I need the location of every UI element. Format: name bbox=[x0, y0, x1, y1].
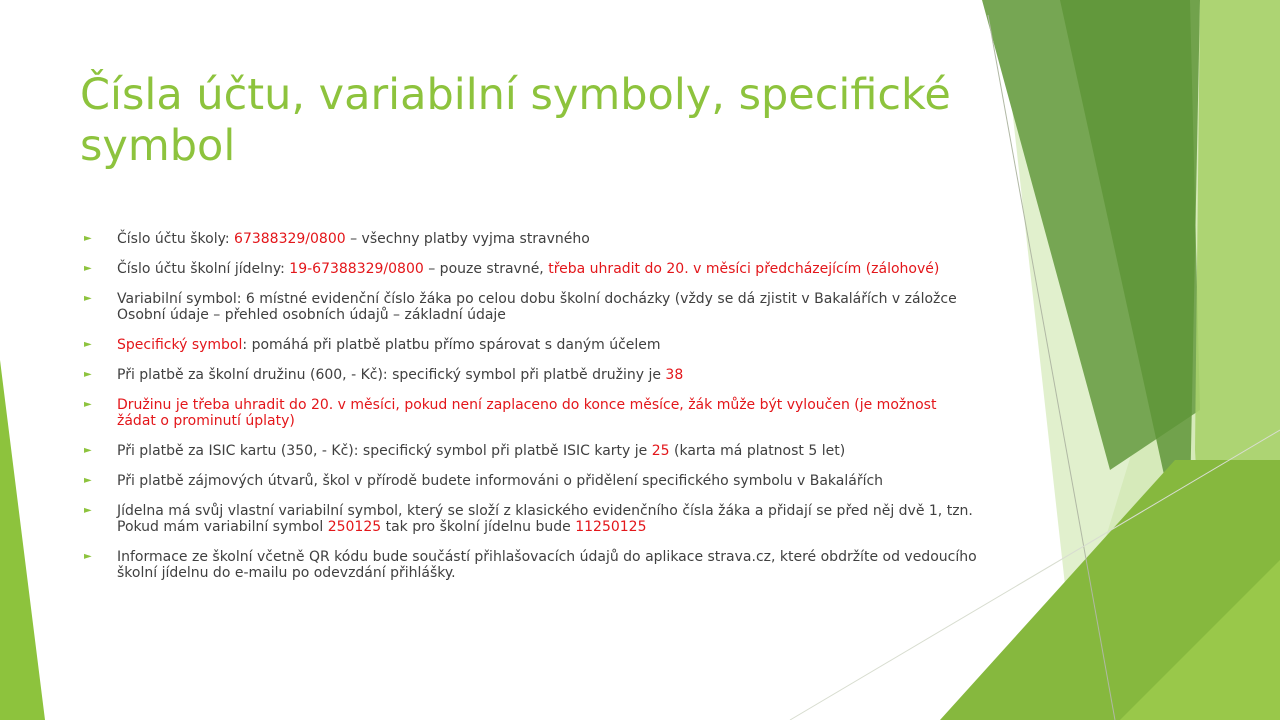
bullet-text: (karta má platnost 5 let) bbox=[669, 443, 846, 459]
bullet-text: Variabilní symbol: 6 místné evidenční číslo žáka po celou dobu školní docházky (vždy se dá zjistit v Bakalářích v záložce Osobní údaje – přehled osobních údajů – základní údaje bbox=[117, 291, 957, 323]
bullet-text: Při platbě za ISIC kartu (350, - Kč): specifický symbol při platbě ISIC karty je bbox=[117, 443, 652, 459]
highlighted-text: 250125 bbox=[327, 519, 382, 535]
bullet-text: Číslo účtu školy: bbox=[117, 231, 235, 247]
bullet-item bbox=[84, 367, 979, 383]
bullet-item bbox=[84, 397, 979, 429]
slide-title: Čísla účtu, variabilní symboly, specifické symbol bbox=[80, 70, 951, 171]
bullet-item bbox=[84, 231, 979, 247]
highlighted-text: 38 bbox=[665, 367, 684, 383]
bullet-text: Při platbě za školní družinu (600, - Kč): specifický symbol při platbě družiny je bbox=[117, 367, 666, 383]
bullet-text: – všechny platby vyjma stravného bbox=[345, 231, 590, 247]
bullet-item bbox=[84, 549, 979, 581]
bullet-text: : pomáhá při platbě platbu přímo spárovat s daným účelem bbox=[242, 337, 661, 353]
triangle-right-icon: ► bbox=[84, 263, 92, 274]
highlighted-text: Družinu je třeba uhradit do 20. v měsíci, pokud není zaplaceno do konce měsíce, žák může být vyloučen (je možnost žádat o prominutí úplaty) bbox=[117, 397, 937, 429]
triangle-right-icon: ► bbox=[84, 293, 92, 304]
bullet-text: Číslo účtu školní jídelny: bbox=[117, 261, 290, 277]
bullet-text: Jídelna má svůj vlastní variabilní symbol, který se složí z klasického evidenčního čísla žáka a přidají se před něj dvě 1, tzn. Pokud mám variabilní symbol bbox=[117, 503, 973, 535]
triangle-right-icon: ► bbox=[84, 475, 92, 486]
triangle-right-icon: ► bbox=[84, 369, 92, 380]
deco-shape-left-triangle bbox=[0, 360, 45, 720]
bullet-item bbox=[84, 337, 979, 353]
triangle-right-icon: ► bbox=[84, 399, 92, 410]
highlighted-text: 67388329/0800 bbox=[234, 231, 346, 247]
bullet-text: Informace ze školní včetně QR kódu bude součástí přihlašovacích údajů do aplikace strava.cz, které obdržíte od vedoucího školní jídelnu do e-mailu po odevzdání přihlášky. bbox=[117, 549, 977, 581]
highlighted-text: 19-67388329/0800 bbox=[289, 261, 424, 277]
triangle-right-icon: ► bbox=[84, 339, 92, 350]
bullet-item bbox=[84, 503, 979, 535]
bullet-text: Při platbě zájmových útvarů, škol v přírodě budete informováni o přidělení specifického symbolu v Bakalářích bbox=[117, 473, 884, 489]
triangle-right-icon: ► bbox=[84, 551, 92, 562]
triangle-right-icon: ► bbox=[84, 233, 92, 244]
triangle-right-icon: ► bbox=[84, 505, 92, 516]
triangle-right-icon: ► bbox=[84, 445, 92, 456]
highlighted-text: 11250125 bbox=[575, 519, 647, 535]
bullet-item bbox=[84, 291, 979, 323]
bullet-item bbox=[84, 443, 979, 459]
highlighted-text: třeba uhradit do 20. v měsíci předcházejícím (zálohové) bbox=[548, 261, 940, 277]
highlighted-text: 25 bbox=[651, 443, 670, 459]
bullet-list bbox=[84, 231, 979, 595]
bullet-item bbox=[84, 261, 979, 277]
bullet-text: tak pro školní jídelnu bude bbox=[381, 519, 576, 535]
highlighted-text: Specifický symbol bbox=[117, 337, 243, 353]
bullet-item bbox=[84, 473, 979, 489]
bullet-text: – pouze stravné, bbox=[423, 261, 549, 277]
